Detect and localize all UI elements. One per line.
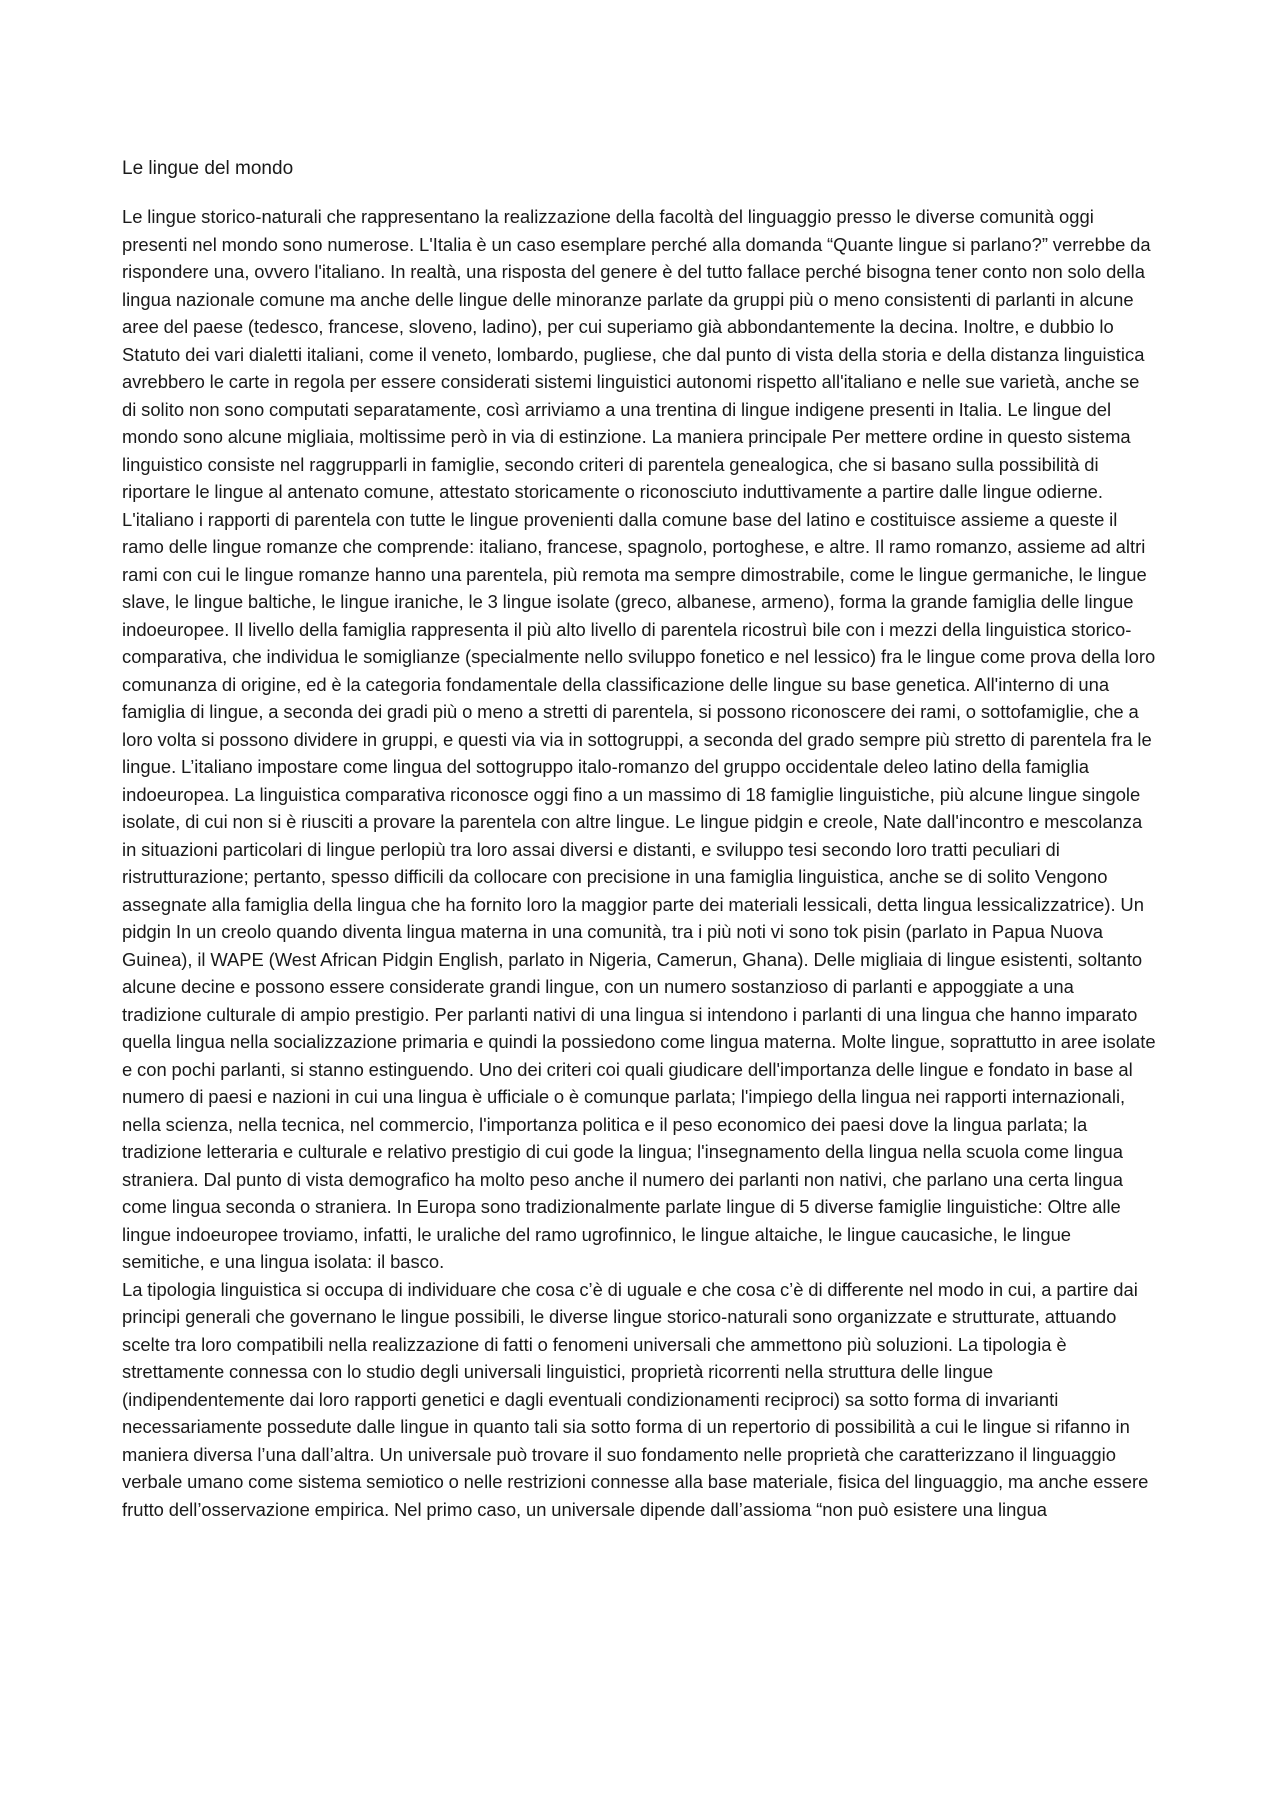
paragraph-lingue-del-mondo: Le lingue storico-naturali che rappresentano la realizzazione della facoltà del linguaggio presso le diverse comunità oggi presenti nel mondo sono numerose. L'Italia è un caso esemplare perché alla domanda “Quante lingue si parlano?” verrebbe da rispondere una, ovvero l'italiano. In realtà, una risposta del genere è del tutto fallace perché bisogna tener conto non solo della lingua nazionale comune ma anche delle lingue delle minoranze parlate da gruppi più o meno consistenti di parlanti in alcune aree del paese (tedesco, francese, sloveno, ladino), per cui superiamo già abbondantemente la decina. Inoltre, e dubbio lo Statuto dei vari dialetti italiani, come il veneto, lombardo, pugliese, che dal punto di vista della storia e della distanza linguistica avrebbero le carte in regola per essere considerati sistemi linguistici autonomi rispetto all'italiano e nelle sue varietà, anche se di solito non sono computati separatamente, così arriviamo a una trentina di lingue indigene presenti in Italia. Le lingue del mondo sono alcune migliaia, moltissime però in via di estinzione. La maniera principale Per mettere ordine in questo sistema linguistico consiste nel raggrupparli in famiglie, secondo criteri di parentela genealogica, che si basano sulla possibilità di riportare le lingue al antenato comune, attestato storicamente o riconosciuto induttivamente a partire dalle lingue odierne. L'italiano i rapporti di parentela con tutte le lingue provenienti dalla comune base del latino e costituisce assieme a queste il ramo delle lingue romanze che comprende: italiano, francese, spagnolo, portoghese, e altre. Il ramo romanzo, assieme ad altri rami con cui le lingue romanze hanno una parentela, più remota ma sempre dimostrabile, come le lingue germaniche, le lingue slave, le lingue baltiche, le lingue iraniche, le 3 lingue isolate (greco, albanese, armeno), forma la grande famiglia delle lingue indoeuropee. Il livello della famiglia rappresenta il più alto livello di parentela ricostruì bile con i mezzi della linguistica storico-comparativa, che individua le somiglianze (specialmente nello sviluppo fonetico e nel lessico) fra le lingue come prova della loro comunanza di origine, ed è la categoria fondamentale della classificazione delle lingue su base genetica. All'interno di una famiglia di lingue, a seconda dei gradi più o meno a stretti di parentela, si possono riconoscere dei rami, o sottofamiglie, che a loro volta si possono dividere in gruppi, e questi via via in sottogruppi, a seconda del grado sempre più stretto di parentela fra le lingue. L’italiano impostare come lingua del sottogruppo italo-romanzo del gruppo occidentale deleo latino della famiglia indoeuropea. La linguistica comparativa riconosce oggi fino a un massimo di 18 famiglie linguistiche, più alcune lingue singole isolate, di cui non si è riusciti a provare la parentela con altre lingue. Le lingue pidgin e creole, Nate dall'incontro e mescolanza in situazioni particolari di lingue perlopiù tra loro assai diversi e distanti, e sviluppo tesi secondo loro tratti peculiari di ristrutturazione; pertanto, spesso difficili da collocare con precisione in una famiglia linguistica, anche se di solito Vengono assegnate alla famiglia della lingua che ha fornito loro la maggior parte dei materiali lessicali, detta lingua lessicalizzatrice). Un pidgin In un creolo quando diventa lingua materna in una comunità, tra i più noti vi sono tok pisin (parlato in Papua Nuova Guinea), il WAPE (West African Pidgin English, parlato in Nigeria, Camerun, Ghana). Delle migliaia di lingue esistenti, soltanto alcune decine e possono essere considerate grandi lingue, con un numero sostanzioso di parlanti e appoggiate a una tradizione culturale di ampio prestigio. Per parlanti nativi di una lingua si intendono i parlanti di una lingua che hanno imparato quella lingua nella socializzazione primaria e quindi la possiedono come lingua materna. Molte lingue, soprattutto in aree isolate e con pochi parlanti, si stanno estinguendo. Uno dei criteri coi quali giudicare dell'importanza delle lingue e fondato in base al numero di paesi e nazioni in cui una lingua è ufficiale o è comunque parlata; l'impiego della lingua nei rapporti internazionali, nella scienza, nella tecnica, nel commercio, l'importanza politica e il peso economico dei paesi dove la lingua parlata; la tradizione letteraria e culturale e relativo prestigio di cui gode la lingua; l'insegnamento della lingua nella scuola come lingua straniera. Dal punto di vista demografico ha molto peso anche il numero dei parlanti non nativi, che parlano una certa lingua come lingua seconda o straniera. In Europa sono tradizionalmente parlate lingue di 5 diverse famiglie linguistiche: Oltre alle lingue indoeuropee troviamo, infatti, le uraliche del ramo ugrofinnico, le lingue altaiche, le lingue caucasiche, le lingue semitiche, e una lingua isolata: il basco.	[122, 206, 1156, 1272]
document-title: Le lingue del mondo	[122, 158, 294, 179]
paragraph-tipologia-linguistica: La tipologia linguistica si occupa di individuare che cosa c’è di uguale e che cosa c’è di differente nel modo in cui, a partire dai principi generali che governano le lingue possibili, le diverse lingue storico-naturali sono organizzate e strutturate, attuando scelte tra loro compatibili nella realizzazione di fatti o fenomeni universali che ammettono più soluzioni. La tipologia è strettamente connessa con lo studio degli universali linguistici, proprietà ricorrenti nella struttura delle lingue (indipendentemente dai loro rapporti genetici e dagli eventuali condizionamenti reciproci) sa sotto forma di invarianti necessariamente possedute dalle lingue in quanto tali sia sotto forma di un repertorio di possibilità a cui le lingue si rifanno in maniera diversa l’una dall’altra. Un universale può trovare il suo fondamento nelle proprietà che caratterizzano il linguaggio verbale umano come sistema semiotico o nelle restrizioni connesse alla base materiale, fisica del linguaggio, ma anche essere frutto dell’osservazione empirica. Nel primo caso, un universale dipende dall’assioma “non può esistere una lingua	[122, 1278, 1149, 1520]
document-page	[122, 156, 1158, 1523]
